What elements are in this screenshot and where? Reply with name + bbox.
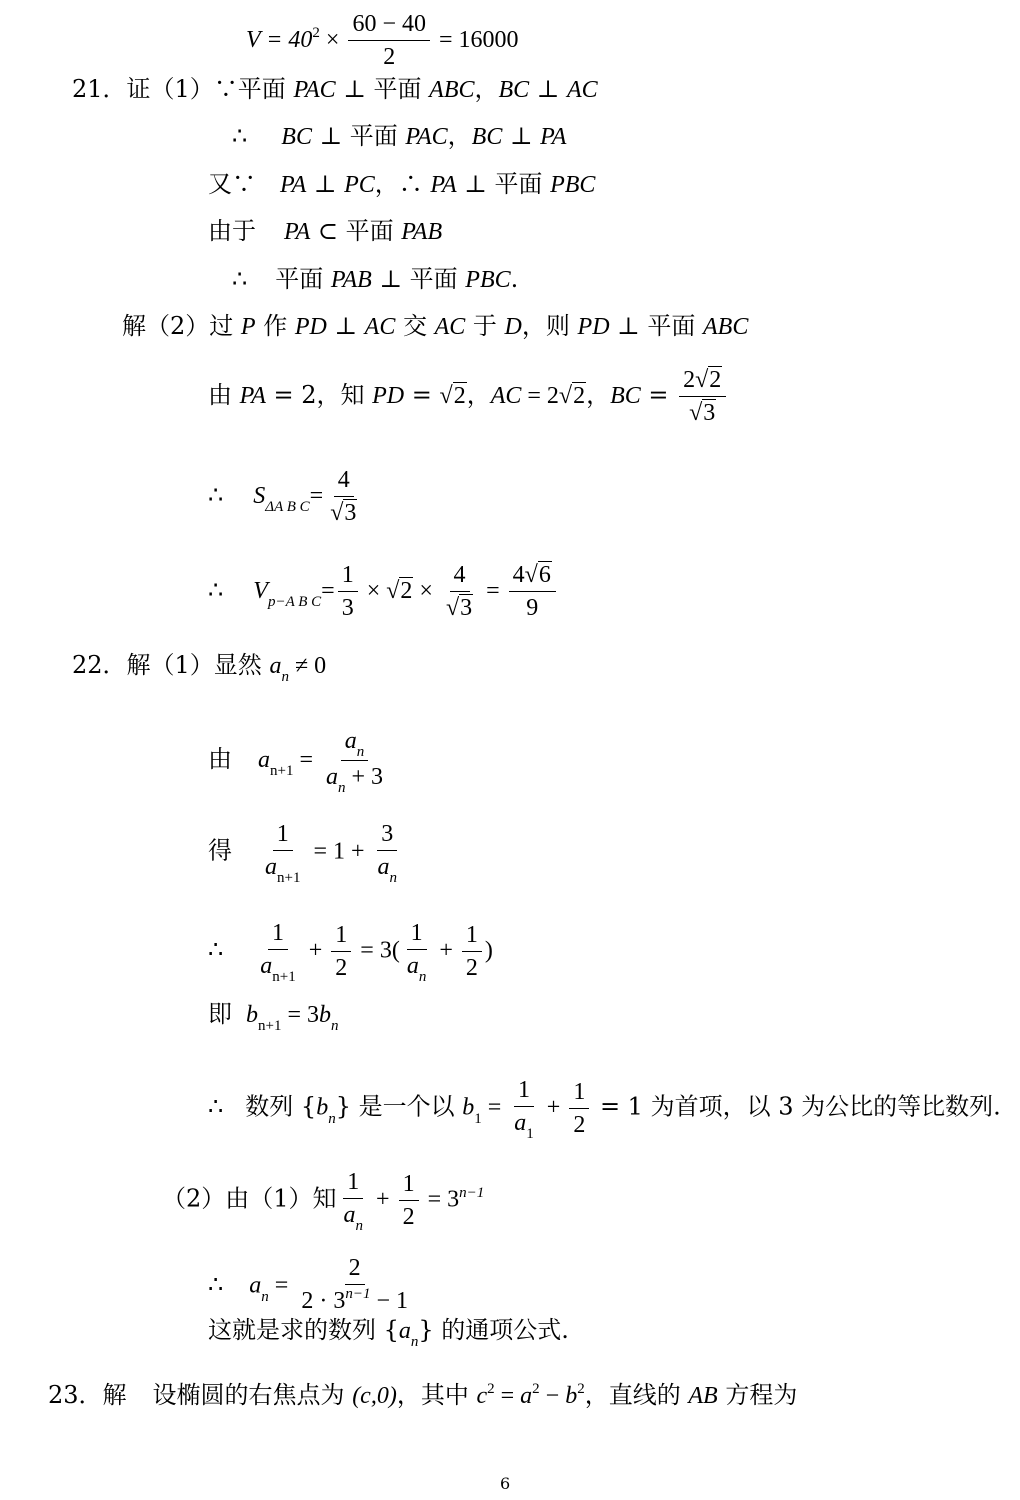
therefore-symbol: ∴ <box>232 265 248 293</box>
therefore-symbol: ∴ <box>232 122 248 150</box>
numerator: 1 <box>268 919 288 950</box>
superscript: 2 <box>532 1381 540 1397</box>
subscript: n+1 <box>270 763 294 779</box>
denominator: 3 <box>341 595 354 621</box>
text: 作 <box>255 312 295 340</box>
numerator: 60 − 40 <box>348 10 430 41</box>
text: a <box>520 1383 533 1409</box>
numerator: 1 <box>569 1078 589 1109</box>
text: = 3 <box>281 1002 320 1028</box>
text: ⊂ 平面 <box>310 217 402 245</box>
text: AC <box>566 77 598 103</box>
text: ) <box>484 937 493 964</box>
text: } 是一个以 <box>335 1092 463 1121</box>
text: ⊥ <box>326 312 365 340</box>
formula-volume <box>246 10 519 71</box>
text: AC <box>434 314 466 340</box>
text: 由于 <box>208 217 256 245</box>
text: − <box>539 1383 566 1409</box>
superscript: 2 <box>487 1381 495 1397</box>
numerator: 1 <box>407 919 427 950</box>
proof-line <box>208 1076 1001 1140</box>
text: （2）由（1）知 <box>162 1184 337 1213</box>
text: 又∵ <box>208 170 256 198</box>
text: PAB <box>401 219 443 245</box>
text: 2 · 3 <box>301 1288 346 1314</box>
text: V = 40 <box>246 27 313 53</box>
subscript: n+1 <box>258 1018 282 1034</box>
denominator: 2 <box>402 1203 415 1230</box>
numerator: 4 <box>450 561 470 592</box>
text: 得 <box>208 836 232 865</box>
text: ，∴ <box>374 170 431 198</box>
fraction <box>331 921 351 982</box>
text: PBC <box>465 267 511 293</box>
text: ABC <box>429 77 475 103</box>
text: ⊥ 平面 <box>371 265 466 293</box>
text: = 3 <box>421 1186 460 1213</box>
subscript: n <box>418 969 427 985</box>
denominator: 2 <box>465 954 478 981</box>
sqrt: √2 <box>695 367 722 393</box>
sqrt: √6 <box>524 562 551 588</box>
text: ⊥ 平面 <box>609 312 703 340</box>
fraction <box>256 919 299 983</box>
denominator: 2 <box>383 44 396 70</box>
numerator: 1 <box>273 820 293 851</box>
proof-line <box>232 121 566 152</box>
text: ⊥ <box>529 75 567 103</box>
text: c <box>476 1383 488 1409</box>
therefore-symbol: ∴ <box>208 481 224 509</box>
radicand: 3 <box>703 400 716 426</box>
denominator <box>374 851 402 884</box>
text: } 的通项公式. <box>418 1316 569 1344</box>
text: ⊥ <box>502 122 541 150</box>
text: ， <box>586 381 611 409</box>
subscript: n <box>410 1334 419 1350</box>
text: PD <box>372 383 405 409</box>
text: b <box>462 1094 475 1121</box>
text: = 2 <box>521 383 559 409</box>
text: 这就是求的数列 { <box>208 1316 399 1344</box>
denominator <box>326 497 361 527</box>
superscript: n−1 <box>459 1184 485 1201</box>
therefore-symbol: ∴ <box>208 576 224 604</box>
text: + <box>433 937 459 964</box>
numerator: 1 <box>514 1076 534 1107</box>
subscript: n+1 <box>277 870 301 886</box>
proof-line <box>208 366 729 427</box>
page-number: 6 <box>500 1474 511 1493</box>
text: ， <box>466 381 491 409</box>
denominator <box>261 851 304 884</box>
text: = <box>309 483 324 509</box>
fraction <box>399 1170 419 1231</box>
text: = <box>293 747 320 773</box>
text: a <box>249 1272 262 1299</box>
text: = 3( <box>354 937 400 964</box>
problem-number: 21．证（1） <box>72 75 214 103</box>
problem-number: 22．解（1）显然 <box>72 651 270 679</box>
denominator: 2 <box>573 1111 586 1138</box>
text: a <box>260 953 273 979</box>
radicand: 3 <box>344 500 357 526</box>
numerator <box>341 727 369 761</box>
proof-line <box>208 820 404 884</box>
text: a <box>326 764 339 790</box>
text: = <box>640 381 677 409</box>
denominator <box>685 397 720 427</box>
radicand: 2 <box>400 578 413 604</box>
problem-number: 23．解 <box>48 1381 127 1409</box>
subscript: n <box>338 780 346 796</box>
denominator <box>322 761 387 794</box>
subscript: n <box>261 1288 269 1305</box>
numerator <box>679 366 726 397</box>
text: + <box>540 1094 567 1121</box>
problem-23-line <box>48 1380 797 1414</box>
therefore-symbol: ∴ <box>208 935 224 964</box>
fraction <box>340 1168 368 1232</box>
text: − 1 <box>370 1288 408 1314</box>
sqrt: √2 <box>558 383 586 409</box>
text: PA <box>430 172 457 198</box>
text: b <box>565 1383 578 1409</box>
fraction <box>462 921 482 982</box>
proof-line <box>208 169 595 200</box>
problem-22-line <box>72 650 326 684</box>
fraction <box>510 1076 538 1140</box>
text: 解（2）过 <box>122 312 241 340</box>
proof-line <box>208 466 364 527</box>
text: PA <box>280 172 307 198</box>
superscript: n−1 <box>345 1286 371 1302</box>
text: 平面 <box>275 265 331 293</box>
proof-line <box>208 919 493 983</box>
text: a <box>377 854 390 880</box>
fraction <box>326 466 361 527</box>
fraction <box>403 919 431 983</box>
fraction <box>569 1078 589 1139</box>
superscript: 2 <box>577 1381 585 1397</box>
numerator: 4 <box>334 466 354 497</box>
text: b <box>319 1002 332 1028</box>
proof-line <box>208 216 442 247</box>
denominator: 2 <box>335 954 348 981</box>
fraction <box>509 561 556 622</box>
denominator <box>256 950 299 983</box>
subscript: p−A B C <box>267 594 322 610</box>
text: = <box>321 578 335 604</box>
text: b <box>246 1002 258 1028</box>
subscript: 1 <box>526 1126 534 1142</box>
text: = <box>480 578 506 604</box>
fraction <box>442 561 477 622</box>
numerator: 3 <box>377 820 397 851</box>
text: = 16000 <box>433 27 519 53</box>
text: ≠ 0 <box>288 653 327 679</box>
problem-21-line <box>72 74 598 105</box>
proof-line <box>208 1315 569 1349</box>
text: 方程为 <box>717 1381 798 1409</box>
subscript: n+1 <box>272 969 296 985</box>
text: ⊥ 平面 <box>311 122 406 150</box>
therefore-symbol: ∴ <box>208 1092 224 1121</box>
text: AB <box>688 1383 718 1409</box>
text: = 1 为首项，以 3 为公比的等比数列. <box>592 1092 1001 1121</box>
text: P <box>240 314 256 340</box>
proof-line <box>208 1254 415 1318</box>
fraction <box>261 820 304 884</box>
text: b <box>316 1094 329 1121</box>
text: a <box>344 728 357 754</box>
text: PA <box>284 219 311 245</box>
subscript: n <box>328 1110 336 1127</box>
numerator: 1 <box>331 921 351 952</box>
part-2-line <box>162 1168 484 1232</box>
text: ，直线的 <box>584 1381 689 1409</box>
text: BC <box>498 77 530 103</box>
text: = <box>481 1094 508 1121</box>
sqrt: √3 <box>445 595 473 621</box>
subscript: n <box>355 1218 364 1234</box>
text: 交 <box>395 312 435 340</box>
text: + <box>302 937 329 964</box>
text: AC <box>364 314 396 340</box>
text: BC <box>610 383 641 409</box>
text: . <box>510 265 519 293</box>
text: = 1 + <box>307 838 371 865</box>
proof-line <box>232 264 518 295</box>
text: 由 <box>208 381 240 409</box>
text: PAC <box>293 77 336 103</box>
superscript: 2 <box>312 25 320 41</box>
fraction <box>374 820 402 884</box>
text: a <box>343 1202 356 1228</box>
text: ， <box>474 75 499 103</box>
text: ，其中 <box>396 1381 477 1409</box>
radicand: 6 <box>538 562 551 588</box>
denominator <box>510 1107 538 1140</box>
therefore-symbol: ∴ <box>208 1270 224 1299</box>
text: PD <box>577 314 610 340</box>
text: a <box>398 1318 411 1344</box>
sqrt: √2 <box>439 383 466 409</box>
text: ， <box>447 122 472 150</box>
text: = 2，知 <box>265 381 373 409</box>
text: ⊥ 平面 <box>335 75 430 103</box>
subscript: 1 <box>474 1110 482 1127</box>
text: V <box>253 578 268 604</box>
numerator: 2 <box>345 1254 365 1285</box>
text: a <box>258 747 270 773</box>
text: × <box>319 27 346 53</box>
subscript: n <box>281 669 289 685</box>
text: + <box>370 1186 396 1213</box>
fraction <box>338 561 358 622</box>
text: 由 <box>208 745 232 773</box>
sqrt: √2 <box>386 578 413 604</box>
radicand: 2 <box>709 367 722 393</box>
numerator: 1 <box>338 561 358 592</box>
text: a <box>265 854 277 880</box>
proof-line <box>208 561 559 622</box>
text: PA <box>239 383 266 409</box>
denominator <box>403 950 431 983</box>
text: PAB <box>330 267 372 293</box>
text: = <box>404 381 440 409</box>
text: PA <box>540 124 567 150</box>
text: 于 <box>465 312 505 340</box>
subscript: n <box>356 744 365 760</box>
denominator <box>442 592 477 622</box>
sqrt: √3 <box>689 400 716 426</box>
text: PBC <box>550 172 596 198</box>
text: ⊥ <box>306 170 345 198</box>
denominator <box>297 1285 412 1318</box>
numerator: 1 <box>399 1170 419 1201</box>
text: × <box>413 578 439 604</box>
subscript: n <box>389 870 398 886</box>
text: D <box>504 314 522 340</box>
text: = <box>494 1383 521 1409</box>
denominator <box>340 1199 368 1232</box>
text: 数列 { <box>245 1092 317 1121</box>
text: ∵平面 <box>213 75 294 103</box>
numerator <box>509 561 556 592</box>
fraction <box>679 366 726 427</box>
proof-line <box>122 311 748 342</box>
numerator: 1 <box>462 921 482 952</box>
subscript: n <box>331 1018 339 1034</box>
fraction <box>297 1254 412 1318</box>
denominator: 9 <box>526 595 539 621</box>
fraction <box>322 727 387 794</box>
text: × <box>360 578 387 604</box>
text: AC <box>490 383 522 409</box>
text: a <box>269 653 282 679</box>
text: 设椭圆的右焦点为 <box>152 1381 353 1409</box>
text: a <box>514 1110 527 1136</box>
text: (c,0) <box>352 1383 397 1409</box>
text: ，则 <box>521 312 578 340</box>
text: BC <box>471 124 503 150</box>
text: 即 <box>208 1000 232 1028</box>
radicand: 2 <box>453 383 466 409</box>
text: PD <box>294 314 327 340</box>
text: = <box>268 1272 295 1299</box>
numerator: 1 <box>343 1168 363 1199</box>
radicand: 3 <box>460 595 473 621</box>
text: a <box>406 953 419 979</box>
text: + 3 <box>345 764 384 790</box>
proof-line <box>208 727 390 794</box>
radicand: 2 <box>573 383 586 409</box>
sqrt: √3 <box>330 500 357 526</box>
subscript: ΔA B C <box>265 499 310 515</box>
fraction <box>348 10 430 71</box>
text: 2 <box>683 367 696 393</box>
proof-line <box>208 999 339 1033</box>
text: 4 <box>512 562 525 588</box>
text: PC <box>344 172 375 198</box>
text: PAC <box>405 124 448 150</box>
text: ABC <box>703 314 749 340</box>
text: S <box>253 483 266 509</box>
text: BC <box>281 124 312 150</box>
text: ⊥ 平面 <box>456 170 551 198</box>
